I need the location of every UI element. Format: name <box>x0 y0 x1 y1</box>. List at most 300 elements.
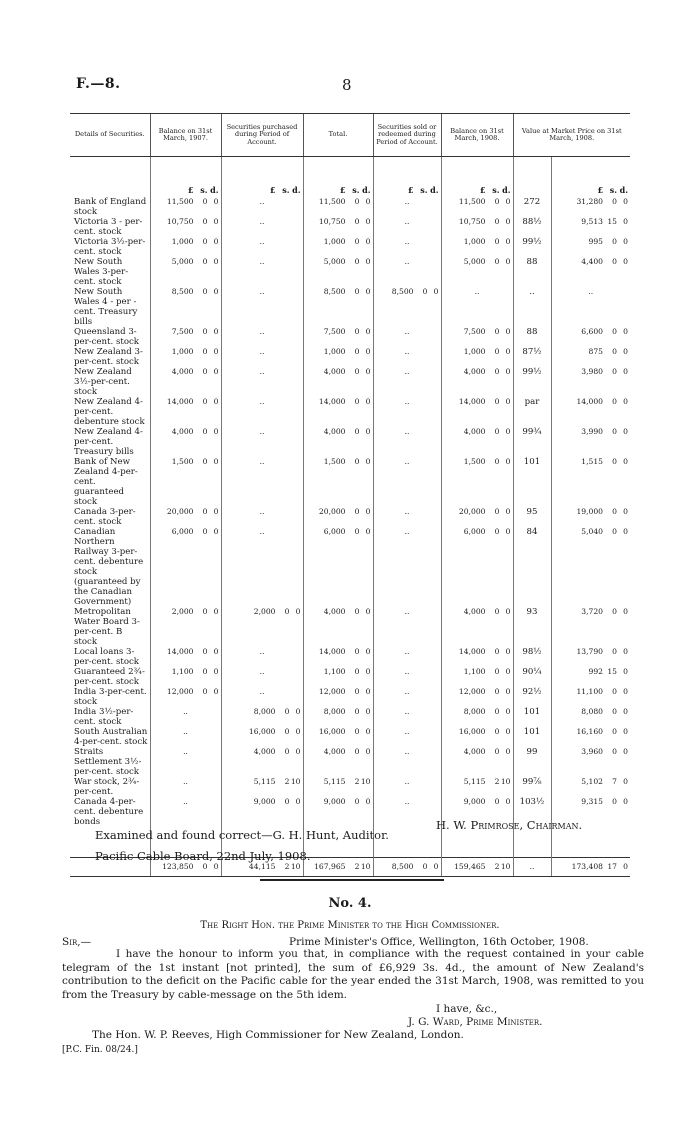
total <box>303 287 373 327</box>
shillings: 0 <box>494 687 500 696</box>
balance-1908 <box>441 687 513 707</box>
shillings: 0 <box>354 797 360 806</box>
pounds: 1,000 <box>463 237 486 246</box>
pounds: 12,000 <box>166 687 194 696</box>
market-value <box>551 607 630 647</box>
shillings: 0 <box>422 287 428 296</box>
balance-1907 <box>150 397 221 427</box>
security-name: Canada 3-per-cent. stock <box>74 507 136 527</box>
empty-mark: .. <box>259 367 265 376</box>
pounds: 14,000 <box>458 647 486 656</box>
pence-unit: d. <box>292 185 301 195</box>
money-value <box>554 197 629 207</box>
shilling-unit: s. <box>200 185 208 195</box>
pence: 0 <box>365 507 371 516</box>
pounds: 7,500 <box>463 327 486 336</box>
money-value <box>444 347 511 357</box>
pounds: 4,000 <box>463 427 486 436</box>
pence: 0 <box>365 607 371 616</box>
sold <box>373 527 441 607</box>
empty-mark: .. <box>404 217 410 226</box>
empty-mark: .. <box>404 427 410 436</box>
shillings: 0 <box>612 237 618 246</box>
balance-1907 <box>150 347 221 367</box>
pence: 0 <box>623 747 629 756</box>
pounds: 159,465 <box>454 862 486 871</box>
shillings: 0 <box>354 347 360 356</box>
pence: 0 <box>213 687 219 696</box>
money-value <box>554 457 629 467</box>
empty-mark: .. <box>404 367 410 376</box>
shillings: 2 <box>494 862 500 871</box>
pence: 0 <box>365 237 371 246</box>
shillings: 2 <box>284 862 290 871</box>
pence: 0 <box>433 287 439 296</box>
shilling-unit: s. <box>492 185 500 195</box>
letter-signer: J. G. Ward, Prime Minister. <box>408 1016 543 1028</box>
pence: 0 <box>505 607 511 616</box>
money-value <box>306 797 371 807</box>
pence: 0 <box>365 367 371 376</box>
market-value <box>551 197 630 217</box>
pounds: 1,500 <box>463 457 486 466</box>
money-value <box>153 527 219 537</box>
shillings: 0 <box>354 397 360 406</box>
pence: 0 <box>365 797 371 806</box>
pounds: 6,000 <box>171 527 194 536</box>
pounds: 875 <box>588 347 604 356</box>
pounds: 11,500 <box>318 197 346 206</box>
money-value <box>153 397 219 407</box>
shillings: 0 <box>202 687 208 696</box>
empty-mark: .. <box>404 777 410 786</box>
purchased <box>221 197 303 217</box>
pence-unit: d. <box>210 185 219 195</box>
security-name: Guaranteed 2¾-per-cent. stock <box>74 667 145 687</box>
security-name: New Zealand 4-per-cent. Treasury bills <box>74 427 143 457</box>
shillings: 0 <box>202 257 208 266</box>
shillings: 0 <box>494 747 500 756</box>
market-price: 99⅞ <box>513 777 551 797</box>
pounds: 8,500 <box>391 862 414 871</box>
empty-mark: .. <box>259 287 265 296</box>
market-value <box>551 687 630 707</box>
pence: 0 <box>213 237 219 246</box>
pounds: 4,000 <box>463 607 486 616</box>
shillings: 0 <box>494 727 500 736</box>
pounds: 13,790 <box>576 647 604 656</box>
pounds: 5,000 <box>323 257 346 266</box>
purchased <box>221 777 303 797</box>
money-value <box>554 607 629 617</box>
pence: 0 <box>365 257 371 266</box>
money-value <box>306 287 371 297</box>
empty-mark: .. <box>404 327 410 336</box>
pounds: 5,102 <box>581 777 604 786</box>
pounds: 4,000 <box>171 367 194 376</box>
table-row <box>70 287 630 327</box>
money-value <box>306 527 371 537</box>
units-cell <box>303 157 373 198</box>
sold <box>373 607 441 647</box>
pounds: 14,000 <box>458 397 486 406</box>
file-reference: [P.C. Fin. 08/24.] <box>62 1045 138 1055</box>
shillings: 0 <box>494 347 500 356</box>
sold <box>373 647 441 667</box>
security-name: Canadian Northern Railway 3-per-cent. debenture stock (guaranteed by the Canadian Government) <box>74 527 144 607</box>
security-name: New South Wales 3-per-cent. stock <box>74 257 129 287</box>
security-name: Canada 4-per-cent. debenture bonds <box>74 797 144 827</box>
auditor-certification: Examined and found correct—G. H. Hunt, Auditor. <box>95 828 389 842</box>
table-row <box>70 397 630 427</box>
shillings: 0 <box>202 347 208 356</box>
pence: 0 <box>213 862 219 871</box>
board-date-line: Pacific Cable Board, 22nd July, 1908. <box>95 849 311 863</box>
sold <box>373 287 441 327</box>
money-value <box>444 397 511 407</box>
total-market-value <box>551 858 630 877</box>
shillings: 0 <box>612 427 618 436</box>
pounds: 1,515 <box>581 457 604 466</box>
money-value <box>306 777 371 787</box>
total <box>303 707 373 727</box>
money-value <box>153 367 219 377</box>
money-value <box>554 727 629 737</box>
letter-paragraph: I have the honour to inform you that, in compliance with the request contained in your cable telegram of the 1st instant [not printed], the sum of £6,929 3s. 4d., the amount of New Zealand's contribution to the deficit on the Pacific cable for the year ended the 31st March, 1908, was remitted to you from the Treasury by cable-message on the 5th idem. <box>62 948 644 1001</box>
money-value <box>153 687 219 697</box>
sold <box>373 237 441 257</box>
shillings: 0 <box>612 367 618 376</box>
pounds: 123,850 <box>162 862 194 871</box>
pounds: 167,965 <box>314 862 346 871</box>
money-value <box>306 327 371 337</box>
pence: 0 <box>623 777 629 786</box>
empty-mark: .. <box>404 687 410 696</box>
shillings: 0 <box>202 217 208 226</box>
empty-mark: .. <box>404 397 410 406</box>
security-name: South Australian 4-per-cent. stock <box>74 727 148 747</box>
pounds: 1,500 <box>323 457 346 466</box>
pounds: 31,280 <box>576 197 604 206</box>
money-value <box>444 527 511 537</box>
market-price: 99¾ <box>513 427 551 457</box>
shillings: 0 <box>354 237 360 246</box>
money-value <box>153 327 219 337</box>
money-value <box>306 397 371 407</box>
shillings: 0 <box>494 217 500 226</box>
pounds: 20,000 <box>458 507 486 516</box>
balance-1907 <box>150 287 221 327</box>
shillings: 0 <box>202 237 208 246</box>
shillings: 0 <box>612 747 618 756</box>
purchased <box>221 797 303 827</box>
pence: 0 <box>365 197 371 206</box>
pounds: 9,315 <box>581 797 604 806</box>
money-value <box>376 862 439 872</box>
pence: 0 <box>365 217 371 226</box>
sold <box>373 397 441 427</box>
empty-mark: .. <box>259 527 265 536</box>
table-row <box>70 197 630 217</box>
empty-mark: .. <box>404 457 410 466</box>
security-name: New South Wales 4 - per - cent. Treasury bills <box>74 287 138 327</box>
shillings: 0 <box>494 197 500 206</box>
sold <box>373 327 441 347</box>
pence: 0 <box>623 257 629 266</box>
shillings: 0 <box>354 287 360 296</box>
money-value <box>306 237 371 247</box>
shillings: 0 <box>202 457 208 466</box>
market-value <box>551 397 630 427</box>
security-name: India 3-per-cent. stock <box>74 687 147 707</box>
shillings: 0 <box>284 607 290 616</box>
market-value <box>551 507 630 527</box>
pence: 10 <box>500 777 511 786</box>
shillings: 0 <box>354 647 360 656</box>
market-value <box>551 347 630 367</box>
document-reference: F.—8. <box>76 76 121 92</box>
shillings: 0 <box>354 427 360 436</box>
pence: 0 <box>365 327 371 336</box>
shillings: 2 <box>284 777 290 786</box>
pence: 0 <box>365 727 371 736</box>
purchased <box>221 727 303 747</box>
balance-1907 <box>150 197 221 217</box>
pence: 0 <box>505 197 511 206</box>
shillings: 0 <box>612 797 618 806</box>
balance-1907 <box>150 507 221 527</box>
shillings: 0 <box>612 257 618 266</box>
shillings: 0 <box>354 727 360 736</box>
market-value <box>551 647 630 667</box>
money-value <box>153 257 219 267</box>
empty-mark: .. <box>404 707 410 716</box>
pounds: 8,000 <box>323 707 346 716</box>
units-cell <box>373 157 441 198</box>
shillings: 0 <box>284 727 290 736</box>
market-value <box>551 747 630 777</box>
security-name: Bank of New Zealand 4-per-cent. guaranteed stock <box>74 457 138 507</box>
shillings: 0 <box>202 367 208 376</box>
pounds: 8,080 <box>581 707 604 716</box>
shillings: 0 <box>202 197 208 206</box>
money-value <box>554 707 629 717</box>
letter-closing: I have, &c., <box>436 1003 498 1015</box>
pounds: 16,000 <box>248 727 276 736</box>
money-value <box>444 507 511 517</box>
empty-mark: .. <box>259 237 265 246</box>
total <box>303 667 373 687</box>
money-value <box>306 347 371 357</box>
empty-mark: .. <box>404 607 410 616</box>
pence: 0 <box>213 667 219 676</box>
shillings: 0 <box>354 217 360 226</box>
pence: 0 <box>623 457 629 466</box>
shillings: 2 <box>494 777 500 786</box>
units-cell <box>551 157 630 198</box>
units-price-cell <box>513 157 551 198</box>
pound-unit: £ <box>339 185 346 195</box>
money-value <box>306 607 371 617</box>
money-value <box>224 862 301 872</box>
pence: 0 <box>365 667 371 676</box>
pence: 0 <box>365 347 371 356</box>
pounds: 8,000 <box>463 707 486 716</box>
pence: 10 <box>500 862 511 871</box>
pounds: 995 <box>588 237 604 246</box>
money-value <box>153 237 219 247</box>
pence: 0 <box>623 347 629 356</box>
pence: 0 <box>213 257 219 266</box>
money-value <box>153 217 219 227</box>
total-balance-1908 <box>441 858 513 877</box>
pounds: 6,000 <box>463 527 486 536</box>
shillings: 0 <box>202 667 208 676</box>
market-price: 101 <box>513 707 551 727</box>
total <box>303 727 373 747</box>
table-row <box>70 257 630 287</box>
pounds: 1,000 <box>171 237 194 246</box>
pence: 0 <box>295 747 301 756</box>
balance-1907 <box>150 797 221 827</box>
pound-unit: £ <box>187 185 194 195</box>
money-value <box>554 862 629 872</box>
pounds: 8,500 <box>323 287 346 296</box>
letter-salutation: Sir,— <box>62 936 92 948</box>
pence: 0 <box>213 347 219 356</box>
empty-mark: .. <box>259 197 265 206</box>
sold <box>373 687 441 707</box>
empty-mark: .. <box>183 707 188 716</box>
shilling-unit: s. <box>609 185 618 195</box>
pounds: 8,000 <box>253 707 276 716</box>
units-value <box>306 185 371 195</box>
units-value <box>153 185 219 195</box>
purchased <box>221 507 303 527</box>
pence: 0 <box>623 327 629 336</box>
pounds: 11,500 <box>166 197 194 206</box>
total <box>303 457 373 507</box>
money-value <box>554 667 629 677</box>
money-value <box>306 507 371 517</box>
shillings: 0 <box>494 797 500 806</box>
pound-unit: £ <box>407 185 414 195</box>
pounds: 9,000 <box>323 797 346 806</box>
balance-1907 <box>150 667 221 687</box>
empty-mark: .. <box>183 727 188 736</box>
money-value <box>306 217 371 227</box>
money-value <box>444 607 511 617</box>
shillings: 0 <box>612 197 618 206</box>
balance-1907 <box>150 727 221 747</box>
shillings: 0 <box>494 397 500 406</box>
shillings: 0 <box>612 327 618 336</box>
empty-mark: .. <box>404 257 410 266</box>
total <box>303 747 373 777</box>
shillings: 0 <box>354 507 360 516</box>
money-value <box>554 747 629 757</box>
balance-1908 <box>441 427 513 457</box>
balance-1908 <box>441 777 513 797</box>
balance-1908 <box>441 327 513 347</box>
purchased <box>221 427 303 457</box>
pounds: 11,500 <box>458 197 486 206</box>
pounds: 11,100 <box>576 687 604 696</box>
shillings: 17 <box>607 862 618 871</box>
pounds: 10,750 <box>318 217 346 226</box>
pounds: 4,000 <box>253 747 276 756</box>
pence: 0 <box>213 397 219 406</box>
pence: 0 <box>623 397 629 406</box>
pounds: 992 <box>588 667 604 676</box>
purchased <box>221 237 303 257</box>
security-name: Straits Settlement 3½-per-cent. stock <box>74 747 142 777</box>
pence: 0 <box>623 527 629 536</box>
shilling-unit: s. <box>282 185 290 195</box>
pounds: 1,000 <box>171 347 194 356</box>
shillings: 0 <box>202 397 208 406</box>
purchased <box>221 347 303 367</box>
sold <box>373 427 441 457</box>
empty-mark: .. <box>474 287 480 296</box>
purchased <box>221 747 303 777</box>
shillings: 0 <box>354 667 360 676</box>
shillings: 0 <box>612 507 618 516</box>
total <box>303 777 373 797</box>
pence: 0 <box>365 397 371 406</box>
balance-1907 <box>150 687 221 707</box>
balance-1908 <box>441 347 513 367</box>
pounds: 4,000 <box>323 607 346 616</box>
units-name-cell <box>70 157 150 198</box>
shilling-unit: s. <box>352 185 360 195</box>
pounds: 20,000 <box>318 507 346 516</box>
money-value <box>444 367 511 377</box>
balance-1908 <box>441 527 513 607</box>
pence: 0 <box>505 457 511 466</box>
pounds: 7,500 <box>171 327 194 336</box>
pence: 0 <box>623 217 629 226</box>
pence-unit: d. <box>362 185 371 195</box>
securities-table-body <box>70 157 630 877</box>
pence: 0 <box>365 527 371 536</box>
market-price: 99½ <box>513 237 551 257</box>
pence: 0 <box>295 797 301 806</box>
pence: 0 <box>295 607 301 616</box>
security-name: Queensland 3-per-cent. stock <box>74 327 140 347</box>
sold <box>373 347 441 367</box>
market-price: 95 <box>513 507 551 527</box>
purchased <box>221 707 303 727</box>
table-row <box>70 687 630 707</box>
pounds: 6,600 <box>581 327 604 336</box>
pence: 0 <box>365 707 371 716</box>
pence: 0 <box>623 687 629 696</box>
money-value <box>153 667 219 677</box>
empty-mark: .. <box>404 747 410 756</box>
total-total <box>303 858 373 877</box>
table-row <box>70 427 630 457</box>
pence: 0 <box>505 727 511 736</box>
total-sold <box>373 858 441 877</box>
pence: 0 <box>505 647 511 656</box>
shillings: 0 <box>494 527 500 536</box>
money-value <box>444 862 511 872</box>
balance-1907 <box>150 427 221 457</box>
balance-1908 <box>441 727 513 747</box>
balance-1908 <box>441 197 513 217</box>
shillings: 0 <box>202 507 208 516</box>
